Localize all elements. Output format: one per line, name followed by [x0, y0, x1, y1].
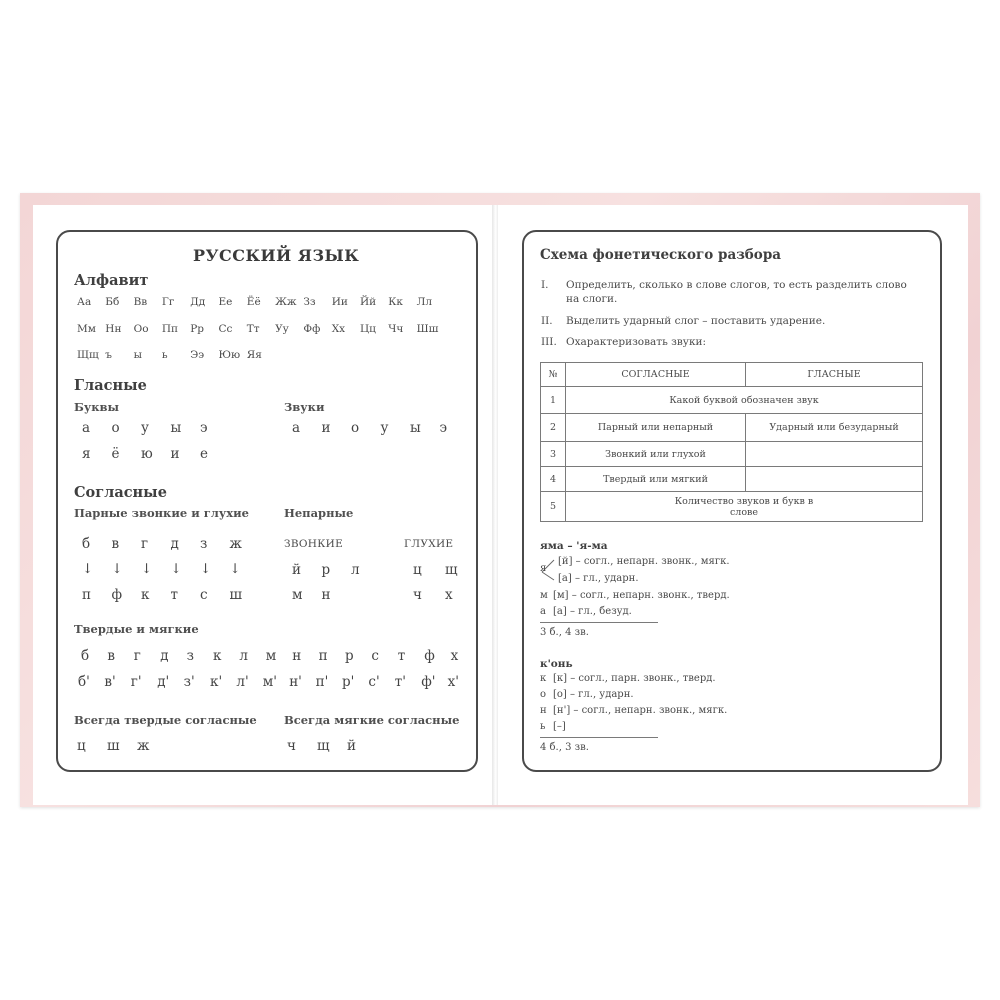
- step-3-number: III.: [541, 336, 557, 348]
- letter-item: т: [397, 648, 406, 664]
- letter-item: х: [445, 587, 453, 603]
- row-2-vowel: Ударный или безударный: [746, 414, 923, 442]
- step-2-number: II.: [541, 315, 553, 327]
- letter-item: р': [342, 674, 355, 690]
- alphabet-letter: Шш: [416, 322, 439, 335]
- example-2-letter-4: ь: [540, 721, 546, 732]
- row-3-consonant: Звонкий или глухой: [566, 442, 746, 467]
- vowels-heading: Гласные: [74, 377, 147, 394]
- letter-item: э: [439, 420, 448, 436]
- alphabet-letter: Ээ: [190, 349, 205, 361]
- letter-item: я: [82, 446, 91, 462]
- always-hard-heading: Всегда твердые согласные: [74, 713, 257, 727]
- letter-item: г: [133, 648, 141, 664]
- alphabet-letter: ь: [161, 349, 168, 361]
- letter-item: к: [141, 587, 150, 603]
- example-1-word: яма – 'я-ма: [540, 540, 608, 552]
- letter-item: ю: [141, 446, 153, 462]
- alphabet-letter: Дд: [190, 296, 206, 308]
- vowel-letters-label: Буквы: [74, 400, 120, 414]
- header-consonants: СОГЛАСНЫЕ: [566, 363, 746, 387]
- example-2-letter-1: к: [540, 673, 547, 684]
- alphabet-letter: Хх: [331, 322, 346, 335]
- letter-item: н: [292, 648, 302, 664]
- alphabet-letter: Фф: [303, 322, 321, 335]
- letter-item: в: [111, 536, 120, 552]
- header-vowels: ГЛАСНЫЕ: [746, 363, 923, 387]
- letter-item: м: [292, 587, 303, 603]
- letter-item: ↓: [141, 561, 153, 577]
- header-number: №: [541, 363, 566, 387]
- letter-item: п: [318, 648, 328, 664]
- row-number: 3: [541, 442, 566, 467]
- letter-item: н: [321, 587, 331, 603]
- table-header-row: [541, 363, 923, 387]
- letter-item: ы: [410, 420, 421, 436]
- example-1-letter-3: м: [540, 590, 548, 601]
- alphabet-letter: Ёё: [246, 296, 261, 308]
- alphabet-letter: Рр: [190, 322, 204, 335]
- step-1-text: Определить, сколько в слове слогов, то есть разделить слово на слоги.: [566, 279, 907, 305]
- letter-item: р: [345, 648, 354, 664]
- card-title: РУССКИЙ ЯЗЫК: [193, 246, 360, 265]
- letter-item: к: [213, 648, 222, 664]
- letter-item: з': [183, 674, 195, 690]
- phonetic-table: [540, 362, 923, 522]
- letter-item: ↓: [111, 561, 123, 577]
- letter-item: п': [315, 674, 329, 690]
- alphabet-letter: Жж: [275, 296, 297, 308]
- example-2-line-4: [–]: [553, 721, 566, 732]
- example-2-letter-2: о: [540, 689, 547, 700]
- letter-item: ф: [111, 587, 123, 603]
- letter-item: ы: [170, 420, 182, 436]
- letter-item: х': [447, 674, 459, 690]
- letter-item: ф: [424, 648, 435, 664]
- row-number: 2: [541, 414, 566, 442]
- letter-item: м': [262, 674, 278, 690]
- letter-item: с': [368, 674, 380, 690]
- alphabet-letter: Кк: [388, 296, 403, 308]
- example-1-line-4: [а] – гл., безуд.: [553, 606, 632, 617]
- letter-item: д: [160, 648, 169, 664]
- example-1-summary: 3 б., 4 зв.: [540, 627, 589, 638]
- letter-item: ↓: [82, 561, 94, 577]
- row-2-consonant: Парный или непарный: [566, 414, 746, 442]
- letter-item: й: [292, 562, 301, 578]
- alphabet-letter: Йй: [360, 296, 377, 308]
- letter-item: ж: [229, 536, 242, 552]
- letter-item: ч: [287, 738, 296, 754]
- row-5-label: Количество звуков и букв в слове: [674, 495, 814, 518]
- letter-item: к': [210, 674, 223, 690]
- example-2-line-2: [о] – гл., ударн.: [553, 689, 634, 700]
- example-2-summary: 4 б., 3 зв.: [540, 742, 589, 753]
- alphabet-letter: Мм: [77, 322, 96, 335]
- alphabet-letter: Яя: [246, 349, 262, 361]
- letter-item: с: [371, 648, 379, 664]
- letter-item: ц: [413, 562, 422, 578]
- letter-item: и: [321, 420, 331, 436]
- letter-item: ↓: [229, 561, 241, 577]
- row-5-text: [566, 492, 923, 522]
- letter-item: л: [239, 648, 248, 664]
- scheme-title: Схема фонетического разбора: [540, 247, 782, 263]
- alphabet-letter: Ее: [218, 296, 233, 308]
- russian-language-card: [56, 230, 478, 772]
- letter-item: б': [78, 674, 90, 690]
- letter-item: в': [104, 674, 116, 690]
- alphabet-letter: ъ: [105, 349, 112, 361]
- letter-item: о: [351, 420, 360, 436]
- letter-item: щ: [317, 738, 330, 754]
- letter-item: г': [130, 674, 142, 690]
- letter-item: п: [82, 587, 91, 603]
- letter-item: у: [141, 420, 149, 436]
- letter-item: м: [265, 648, 277, 664]
- alphabet-letter: Оо: [133, 322, 149, 335]
- notebook-spine: [492, 205, 498, 805]
- letter-item: ↓: [200, 561, 212, 577]
- alphabet-letter: Аа: [77, 296, 92, 308]
- letter-item: с: [200, 587, 208, 603]
- letter-item: ё: [111, 446, 120, 462]
- letter-item: щ: [445, 562, 458, 578]
- letter-item: х: [450, 648, 459, 664]
- letter-item: о: [111, 420, 120, 436]
- example-1-divider: [540, 622, 658, 623]
- letter-item: д': [157, 674, 170, 690]
- alphabet-letter: Щщ: [77, 349, 99, 361]
- alphabet-letter: Уу: [275, 322, 289, 335]
- letter-item: д: [170, 536, 179, 552]
- alphabet-heading: Алфавит: [74, 272, 149, 289]
- example-2-divider: [540, 737, 658, 738]
- step-2-text: Выделить ударный слог – поставить ударение.: [566, 315, 826, 327]
- hard-soft-heading: Твердые и мягкие: [74, 622, 199, 636]
- letter-item: й: [347, 738, 356, 754]
- alphabet-letter: Вв: [133, 296, 148, 308]
- unpaired-consonants-label: Непарные: [284, 506, 354, 520]
- alphabet-letter: Гг: [161, 296, 175, 308]
- table-row: [541, 492, 923, 522]
- letter-item: а: [82, 420, 91, 436]
- consonants-heading: Согласные: [74, 484, 167, 501]
- example-2-line-1: [к] – согл., парн. звонк., тверд.: [553, 673, 716, 684]
- letter-item: ш: [107, 738, 120, 754]
- example-2-line-3: [н'] – согл., непарн. звонк., мягк.: [553, 705, 728, 716]
- example-1-line-3: [м] – согл., непарн. звонк., тверд.: [553, 590, 730, 601]
- letter-item: в: [107, 648, 115, 664]
- row-3-vowel: [746, 442, 923, 467]
- letter-item: ч: [413, 587, 422, 603]
- letter-item: ф': [421, 674, 436, 690]
- alphabet-letter: Чч: [388, 322, 404, 335]
- voiceless-label: ГЛУХИЕ: [404, 538, 454, 550]
- vowel-sounds-label: Звуки: [284, 400, 325, 414]
- row-4-vowel: [746, 467, 923, 492]
- table-row: [541, 414, 923, 442]
- row-4-consonant: Твердый или мягкий: [566, 467, 746, 492]
- step-3-text: Охарактеризовать звуки:: [566, 336, 707, 348]
- row-number: 5: [541, 492, 566, 522]
- letter-item: и: [170, 446, 180, 462]
- letter-item: а: [292, 420, 301, 436]
- letter-item: б: [82, 536, 91, 552]
- letter-item: л: [351, 562, 360, 578]
- letter-item: з: [186, 648, 194, 664]
- letter-item: ↓: [170, 561, 182, 577]
- row-number: 4: [541, 467, 566, 492]
- table-row: [541, 467, 923, 492]
- paired-consonants-label: Парные звонкие и глухие: [74, 506, 249, 520]
- letter-item: т: [170, 587, 178, 603]
- alphabet-letter: Лл: [416, 296, 433, 308]
- alphabet-letter: ы: [133, 349, 142, 361]
- letter-item: э: [200, 420, 208, 436]
- letter-item: ж: [137, 738, 150, 754]
- letter-item: ш: [229, 587, 243, 603]
- alphabet-letter: Зз: [303, 296, 316, 308]
- letter-item: г: [141, 536, 149, 552]
- always-soft-heading: Всегда мягкие согласные: [284, 713, 460, 727]
- letter-item: з: [200, 536, 208, 552]
- letter-item: е: [200, 446, 208, 462]
- alphabet-letter: Нн: [105, 322, 122, 335]
- row-number: 1: [541, 387, 566, 414]
- letter-item: б: [81, 648, 90, 664]
- example-2-word: к'онь: [540, 658, 573, 670]
- row-1-text: Какой буквой обозначен звук: [566, 387, 923, 414]
- alphabet-letter: Пп: [161, 322, 179, 335]
- letter-item: н': [289, 674, 302, 690]
- table-row: [541, 387, 923, 414]
- alphabet-letter: Тт: [246, 322, 260, 335]
- alphabet-letter: Ии: [331, 296, 348, 308]
- alphabet-letter: Сс: [218, 322, 233, 335]
- table-row: [541, 442, 923, 467]
- example-1-line-2: [а] – гл., ударн.: [558, 573, 639, 584]
- letter-item: р: [321, 562, 331, 578]
- example-1-line-1: [й] – согл., непарн. звонк., мягк.: [558, 556, 730, 567]
- step-1-number: I.: [541, 279, 549, 291]
- voiced-label: ЗВОНКИЕ: [284, 538, 344, 550]
- example-1-letter-1: я: [540, 563, 547, 574]
- letter-item: ц: [77, 738, 86, 754]
- letter-item: л': [236, 674, 249, 690]
- letter-item: т': [394, 674, 406, 690]
- alphabet-letter: Цц: [360, 322, 376, 335]
- alphabet-letter: Бб: [105, 296, 120, 308]
- example-1-letter-4: а: [540, 606, 546, 617]
- example-2-letter-3: н: [540, 705, 547, 716]
- alphabet-letter: Юю: [218, 349, 241, 361]
- letter-item: у: [380, 420, 389, 436]
